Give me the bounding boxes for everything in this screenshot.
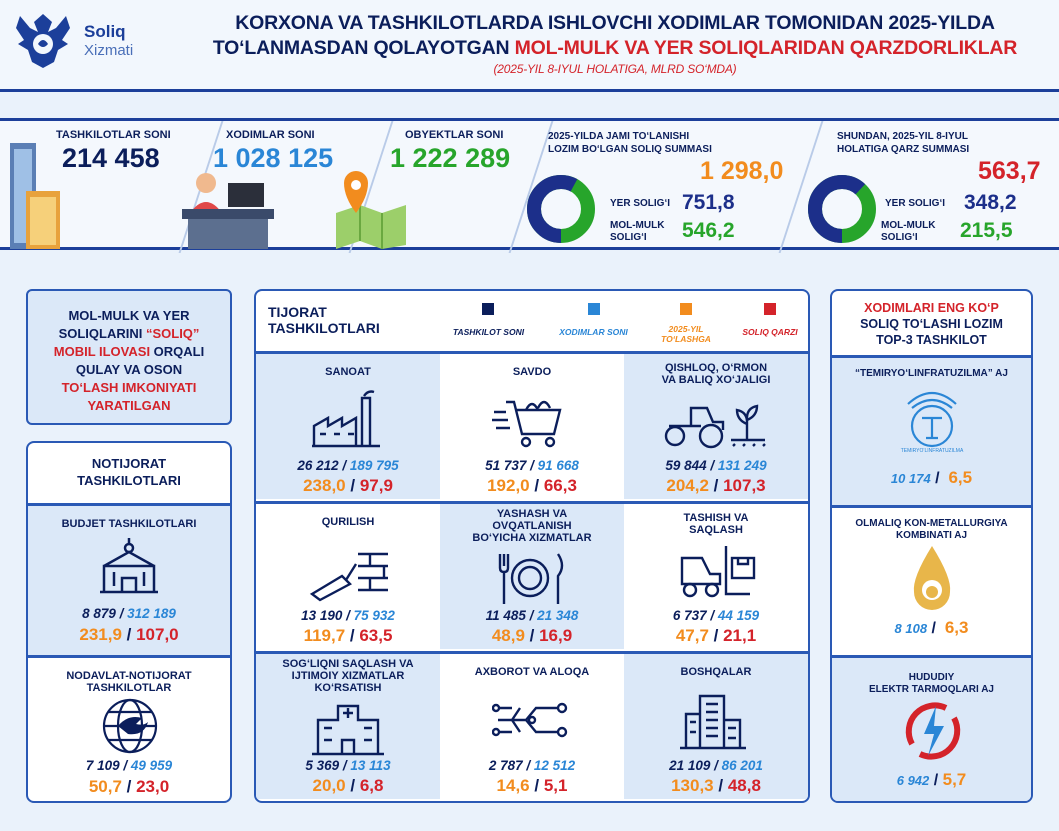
debt-label-line1: SHUNDAN, 2025-YIL 8-IYUL [837, 131, 968, 142]
sector-name: BOSHQALAR [680, 666, 752, 678]
top3-item-2-values: 8 108 / 6,3 [894, 618, 969, 637]
budget-orgs-title: BUDJET TASHKILOTLARI [61, 518, 197, 530]
top3-item-2-name-line2: KOMBINATI AJ [895, 530, 968, 541]
sector-orgs-count: 26 212 [297, 458, 339, 473]
sector-name: KO‘RSATISH [314, 682, 382, 694]
total-due-value: 1 298,0 [700, 157, 784, 185]
sector-counts: 13 190 / 75 932 [301, 608, 395, 623]
legend-orgs-swatch [482, 303, 494, 315]
budget-orgs-sums: 231,9 / 107,0 [79, 625, 179, 644]
objects-count-label: OBYEKTLAR SONI [405, 129, 504, 141]
hospital-icon [308, 696, 388, 758]
top3-item-1-debt: 6,5 [948, 468, 973, 487]
sector-counts: 6 737 / 44 159 [672, 608, 760, 623]
sector-cell [624, 501, 808, 649]
top3-item-2-employees: 8 108 [894, 621, 928, 636]
sector-name: VA BALIQ XO‘JALIGI [661, 374, 771, 386]
sector-cell [440, 501, 624, 649]
debt-label-line2: HOLATIGA QARZ SUMMASI [837, 144, 970, 155]
app-note-line3 [28, 343, 230, 361]
sector-cell [624, 351, 808, 499]
sector-name: SANOAT [325, 366, 371, 378]
nongov-orgs-cell [28, 655, 230, 803]
office-worker-icon [178, 163, 278, 249]
forklift-icon [676, 540, 756, 602]
electric-grid-logo-icon [902, 700, 964, 762]
total-due-property-label-line1: MOL-MULK [610, 220, 665, 231]
orgs-count-value: 214 458 [62, 143, 160, 173]
nongov-due-value: 50,7 [88, 777, 122, 796]
app-note-line1: MOL-MULK VA YER [68, 308, 190, 323]
nonprofit-title-line2: TASHKILOTLARI [77, 473, 181, 488]
sector-cell [440, 351, 624, 499]
sector-name: BO‘YICHA XIZMATLAR [472, 532, 592, 544]
top3-item-1-employees: 10 174 [890, 471, 931, 486]
sector-orgs-count: 5 369 [305, 758, 340, 773]
sector-sums: 14,6 / 5,1 [496, 776, 568, 795]
sector-cell [624, 651, 808, 799]
sector-employees-count: 13 113 [350, 758, 391, 773]
commercial-panel [254, 289, 810, 803]
office-buildings-icon [4, 123, 64, 249]
top3-title-line2: SOLIQ TO‘LASHI LOZIM [860, 317, 1003, 331]
sector-due-value: 20,0 [312, 776, 346, 795]
sector-employees-count: 189 795 [349, 458, 399, 473]
sector-orgs-count: 51 737 [485, 458, 527, 473]
sector-sums: 192,0 / 66,3 [487, 476, 577, 495]
soliq-xizmati-logo [8, 10, 168, 72]
sector-counts: 21 109 / 86 201 [669, 758, 763, 773]
sector-orgs-count: 11 485 [485, 608, 526, 623]
nongov-orgs-counts: 7 109 / 49 959 [85, 758, 173, 773]
app-note-line3-app: MOBIL ILOVASI [53, 344, 151, 359]
sector-due-value: 14,6 [496, 776, 530, 795]
sector-due-value: 47,7 [675, 626, 709, 645]
trowel-bricks-icon [308, 540, 388, 602]
tractor-icon [661, 390, 771, 452]
sector-sums: 130,3 / 48,8 [671, 776, 761, 795]
sector-employees-count: 86 201 [721, 758, 763, 773]
legend-debt-label: SOLIQ QARZI [742, 327, 798, 337]
sector-name: IJTIMOIY XIZMATLAR [291, 670, 405, 682]
debt-value: 563,7 [978, 157, 1041, 185]
sector-name: SOG‘LIQNI SAQLASH VA [282, 658, 414, 670]
sector-employees-count: 44 159 [717, 608, 760, 623]
factory-icon [308, 390, 388, 452]
nonprofit-title-line1: NOTIJORAT [91, 456, 167, 471]
nongov-orgs-title-line2: TASHKILOTLAR [86, 682, 172, 694]
brand-subname: Xizmati [84, 42, 134, 59]
sector-due-value: 204,2 [666, 476, 709, 495]
sector-employees-count: 131 249 [717, 458, 767, 473]
sector-name: QISHLOQ, O‘RMON [664, 362, 768, 374]
budget-due-value: 231,9 [79, 625, 122, 644]
budget-orgs-counts: 8 879 / 312 189 [82, 606, 176, 621]
map-pin-icon [330, 169, 410, 249]
debt-property-label-line1: MOL-MULK [881, 220, 936, 231]
sector-grid [256, 351, 808, 801]
top3-item-2-name-line1: OLMALIQ KON-METALLURGIYA [855, 518, 1008, 529]
nongov-debt-value: 23,0 [136, 777, 170, 796]
sector-counts: 5 369 / 13 113 [305, 758, 391, 773]
header [0, 0, 1059, 92]
legend-debt-swatch [764, 303, 776, 315]
brand-name: Soliq [84, 22, 126, 41]
total-due-donut-chart [525, 173, 597, 245]
top3-item-1-values: 10 174 / 6,5 [890, 468, 973, 487]
app-note-line4: QULAY VA OSON [75, 362, 183, 377]
budget-orgs-cell [28, 503, 230, 655]
sector-counts: 11 485 / 21 348 [485, 608, 579, 623]
commercial-title-line2: TASHKILOTLARI [268, 320, 380, 336]
shopping-cart-icon [492, 390, 572, 452]
railway-logo-icon [900, 384, 964, 454]
app-note-line2 [28, 325, 230, 343]
sector-orgs-count: 13 190 [301, 608, 343, 623]
sector-name: QURILISH [321, 516, 375, 528]
top3-item-3-name-line1: HUDUDIY [908, 672, 955, 683]
dining-icon [492, 546, 572, 608]
employees-count-label: XODIMLAR SONI [226, 129, 315, 141]
top3-item-3-name-line2: ELEKTR TARMOQLARI AJ [869, 684, 994, 695]
globe-dove-icon [100, 696, 160, 756]
government-building-icon [94, 536, 164, 594]
sector-cell [256, 351, 440, 499]
sector-name: YASHASH VA [496, 508, 568, 520]
top3-item-3-values: 6 942 / 5,7 [896, 770, 967, 789]
sector-counts: 2 787 / 12 512 [488, 758, 576, 773]
top3-item-3-debt: 5,7 [942, 770, 967, 789]
top3-item-2-debt: 6,3 [944, 618, 969, 637]
budget-orgs-count: 8 879 [82, 606, 116, 621]
sector-name: TASHISH VA [683, 512, 749, 524]
sector-due-value: 192,0 [487, 476, 530, 495]
legend-due-label-line1: 2025-YIL [668, 324, 704, 334]
app-note-line2-text: SOLIQLARINI [58, 326, 146, 341]
sector-orgs-count: 21 109 [669, 758, 711, 773]
total-due-land-value: 751,8 [682, 191, 735, 214]
sector-due-value: 238,0 [303, 476, 346, 495]
debt-land-label: YER SOLIG‘I [885, 198, 946, 209]
app-note-line3-text: ORQALI [150, 344, 205, 359]
total-due-property-label-line2: SOLIG‘I [610, 232, 647, 243]
budget-debt-value: 107,0 [136, 625, 179, 644]
metallurgy-drop-logo-icon [908, 544, 956, 610]
legend-due-swatch [680, 303, 692, 315]
page-title-line1: KORXONA VA TASHKILOTLARDA ISHLOVCHI XODIMLAR TOMONIDAN 2025-YILDA [235, 12, 995, 34]
page-title-line2-navy: TO‘LANMASDAN QOLAYOTGAN [212, 37, 515, 59]
debt-property-label-line2: SOLIG‘I [881, 232, 918, 243]
page-subtitle: (2025-YIL 8-IYUL HOLATIGA, MLRD SO‘MDA) [493, 62, 737, 76]
sector-counts: 51 737 / 91 668 [485, 458, 579, 473]
sector-debt-value: 66,3 [543, 476, 577, 495]
debt-property-value: 215,5 [960, 219, 1013, 242]
sector-debt-value: 21,1 [723, 626, 757, 645]
sector-debt-value: 97,9 [359, 476, 393, 495]
sector-debt-value: 5,1 [543, 776, 568, 795]
sector-orgs-count: 59 844 [665, 458, 707, 473]
legend-orgs-label: TASHKILOT SONI [452, 327, 525, 337]
sector-employees-count: 91 668 [537, 458, 579, 473]
debt-donut-chart [806, 173, 878, 245]
sector-orgs-count: 2 787 [488, 758, 523, 773]
sector-debt-value: 107,3 [723, 476, 766, 495]
sector-cell [440, 651, 624, 799]
total-due-land-label: YER SOLIG‘I [610, 198, 671, 209]
sector-name: OVQATLANISH [492, 520, 572, 532]
nonprofit-panel [26, 441, 232, 803]
sector-debt-value: 63,5 [359, 626, 393, 645]
nongov-orgs-sums: 50,7 / 23,0 [88, 777, 170, 796]
nongov-orgs-count: 7 109 [85, 758, 120, 773]
sector-cell [256, 651, 440, 799]
top3-item-3 [832, 655, 1031, 803]
top3-title-line1: XODIMLARI ENG KO‘P [864, 301, 999, 315]
employees-count-value: 1 028 125 [213, 143, 334, 173]
total-due-label-line2: LOZIM BO‘LGAN SOLIQ SUMMASI [548, 144, 712, 155]
sector-due-value: 48,9 [491, 626, 525, 645]
top3-panel [830, 289, 1033, 803]
objects-count-value: 1 222 289 [390, 143, 511, 173]
network-icon [492, 690, 572, 752]
page-title-line2-red: MOL-MULK VA YER SOLIQLARIDAN QARZDORLIKLAR [514, 37, 1018, 59]
stats-bar [0, 118, 1059, 250]
debt-land-value: 348,2 [964, 191, 1017, 214]
top3-item-2 [832, 505, 1031, 655]
sector-sums: 20,0 / 6,8 [312, 776, 384, 795]
budget-employees-count: 312 189 [127, 606, 176, 621]
top3-title-line3: TOP-3 TASHKILOT [876, 333, 987, 347]
sector-cell [256, 501, 440, 649]
mobile-app-note [26, 289, 232, 425]
sector-orgs-count: 6 737 [672, 608, 707, 623]
legend-employees-label: XODIMLAR SONI [559, 327, 628, 337]
page-title-line2 [185, 37, 1045, 60]
app-note-line6: YARATILGAN [87, 398, 171, 413]
sector-name: SAQLASH [689, 524, 743, 536]
app-note-line2-app: “SOLIQ” [145, 326, 200, 341]
sector-name: AXBOROT VA ALOQA [474, 666, 590, 678]
sector-employees-count: 75 932 [353, 608, 395, 623]
orgs-count-label: TASHKILOTLAR SONI [56, 129, 171, 141]
sector-sums: 119,7 / 63,5 [303, 626, 393, 645]
sector-employees-count: 21 348 [537, 608, 579, 623]
top3-item-1 [832, 355, 1031, 505]
total-due-property-value: 546,2 [682, 219, 735, 242]
legend-due-label-line2: TO‘LASHGA [661, 334, 711, 344]
top3-item-3-employees: 6 942 [896, 773, 930, 788]
sector-counts: 26 212 / 189 795 [297, 458, 399, 473]
sector-sums: 238,0 / 97,9 [303, 476, 393, 495]
sector-sums: 47,7 / 21,1 [675, 626, 757, 645]
sector-debt-value: 6,8 [359, 776, 384, 795]
sector-counts: 59 844 / 131 249 [665, 458, 767, 473]
nongov-orgs-title-line1: NODAVLAT-NOTIJORAT [66, 670, 192, 682]
sector-sums: 204,2 / 107,3 [666, 476, 766, 495]
sector-due-value: 119,7 [303, 626, 346, 645]
app-note-line5: TO‘LASH IMKONIYATI [61, 380, 197, 395]
sector-due-value: 130,3 [671, 776, 714, 795]
railway-logo-text: TEMIRYO‘LINFRATUZILMA [900, 448, 964, 454]
buildings-icon [676, 690, 756, 752]
sector-sums: 48,9 / 16,9 [491, 626, 573, 645]
legend-employees-swatch [588, 303, 600, 315]
total-due-label-line1: 2025-YILDA JAMI TO‘LANISHI [548, 131, 690, 142]
nongov-employees-count: 49 959 [130, 758, 173, 773]
top3-item-1-name: “TEMIRYO‘LINFRATUZILMA” AJ [855, 368, 1008, 379]
eagle-emblem-icon [8, 10, 78, 72]
sector-debt-value: 48,8 [727, 776, 761, 795]
sector-employees-count: 12 512 [533, 758, 576, 773]
sector-debt-value: 16,9 [539, 626, 573, 645]
commercial-title-line1: TIJORAT [268, 304, 327, 320]
sector-name: SAVDO [512, 366, 552, 378]
